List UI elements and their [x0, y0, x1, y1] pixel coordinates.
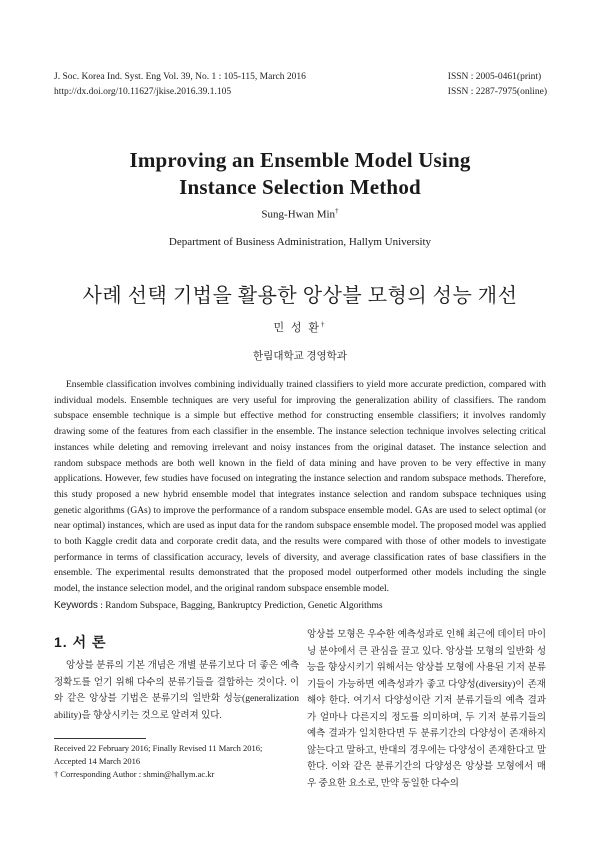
footnote-corresponding: † Corresponding Author : shmin@hallym.ac.kr [54, 769, 215, 780]
title-line-1: Improving an Ensemble Model Using [129, 148, 471, 172]
footnotes [54, 742, 299, 782]
keywords-label: Keywords [54, 600, 98, 611]
corresponding-mark: † [335, 207, 339, 215]
issn-print: ISSN : 2005-0461(print) [447, 72, 542, 82]
journal-citation [54, 70, 306, 100]
footnote-received: Received 22 February 2016; Finally Revised 11 March 2016; [54, 743, 263, 753]
author-name-en: Sung-Hwan Min [261, 208, 336, 221]
title-line-2: Instance Selection Method [179, 175, 421, 199]
footnote-accepted: Accepted 14 March 2016 [54, 756, 141, 767]
author-ko [0, 319, 600, 335]
keywords [54, 599, 546, 613]
author-name-ko: 민 성 환 [273, 322, 321, 334]
issn-online: ISSN : 2287-7975(online) [447, 87, 547, 97]
keywords-list: : Random Subspace, Bagging, Bankruptcy Prediction, Genetic Algorithms [97, 601, 383, 611]
corresponding-mark-ko: † [320, 320, 327, 329]
journal-volume-line: J. Soc. Korea Ind. Syst. Eng Vol. 39, No. 1 : 105-115, March 2016 [54, 72, 306, 82]
issn-block [448, 70, 547, 100]
affiliation-en: Department of Business Administration, Hallym University [168, 236, 432, 248]
affiliation-ko: 한림대학교 경영학과 [253, 351, 347, 362]
footnote-divider [54, 738, 146, 739]
section-heading-introduction: 1. 서 론 [54, 634, 107, 650]
intro-paragraph-left: 앙상블 분류의 기본 개념은 개별 분류기보다 더 좋은 예측 정확도를 얻기 위해 다수의 분류기들을 결합하는 것이다. 이와 같은 앙상블 기법은 분류기의 일반화 성능(generalization ability)을 향상시키는 것으로 알려져 있다. [54, 661, 299, 722]
author-en [0, 207, 600, 221]
intro-paragraph-right: 앙상블 모형은 우수한 예측성과로 인해 최근에 데이터 마이닝 분야에서 큰 관심을 끌고 있다. 앙상블 모형의 일반화 성능을 향상시키기 위해서는 앙상블 모형에 사용된 기저 분류기들이 가능하면 예측성과가 좋고 다양성(diversity)이 존재해야 한다. 여기서 다양성이란 기저 분류기들의 예측 결과가 얼마나 다른지의 정도를 의미하며, 두 기저 분류기들의 예측 결과가 일치한다면 두 분류기간의 다양성이 존재하지 않는다고 말하고, 반대의 경우에는 다양성이 존재한다고 말한다. 이와 같은 분류기간의 다양성은 앙상블 모형에서 매우 중요한 요소로, 만약 동일한 다수의 [307, 630, 546, 789]
doi-link[interactable]: http://dx.doi.org/10.11627/jkise.2016.39.1.105 [54, 87, 232, 97]
paper-title-ko: 사례 선택 기법을 활용한 앙상블 모형의 성능 개선 [82, 285, 518, 307]
abstract: Ensemble classification involves combining individually trained classifiers to yield more accurate prediction, compared with individual models. Ensemble techniques are very useful for improving the generalization ability of classifiers. The random subspace ensemble technique is a simple but effective method for constructing ensemble classifiers; it involves randomly drawing some of the features from each classifier in the ensemble. The instance selection technique involves selecting critical instances while deleting and removing irrelevant and noisy instances from the original dataset. The instance selection and random subspace methods are both well known in the field of data mining and have proven to be very effective in many applications. However, few studies have focused on integrating the instance selection and random subspace methods. Therefore, this study proposed a new hybrid ensemble model that integrates instance selection and random subspace techniques using genetic algorithms (GAs) to improve the performance of a random subspace ensemble model. GAs are used to select optimal (or near optimal) instances, which are used as input data for the random subspace ensemble model. The proposed model was applied to both Kaggle credit data and corporate credit data, and the results were compared with those of other models to investigate performance in terms of classification accuracy, levels of diversity, and average classification rates of base classifiers in the ensemble. The experimental results demonstrated that the proposed model outperformed other models including the single model, the instance selection model, and the original random subspace ensemble model. [54, 380, 546, 595]
paper-title-en [0, 147, 600, 201]
